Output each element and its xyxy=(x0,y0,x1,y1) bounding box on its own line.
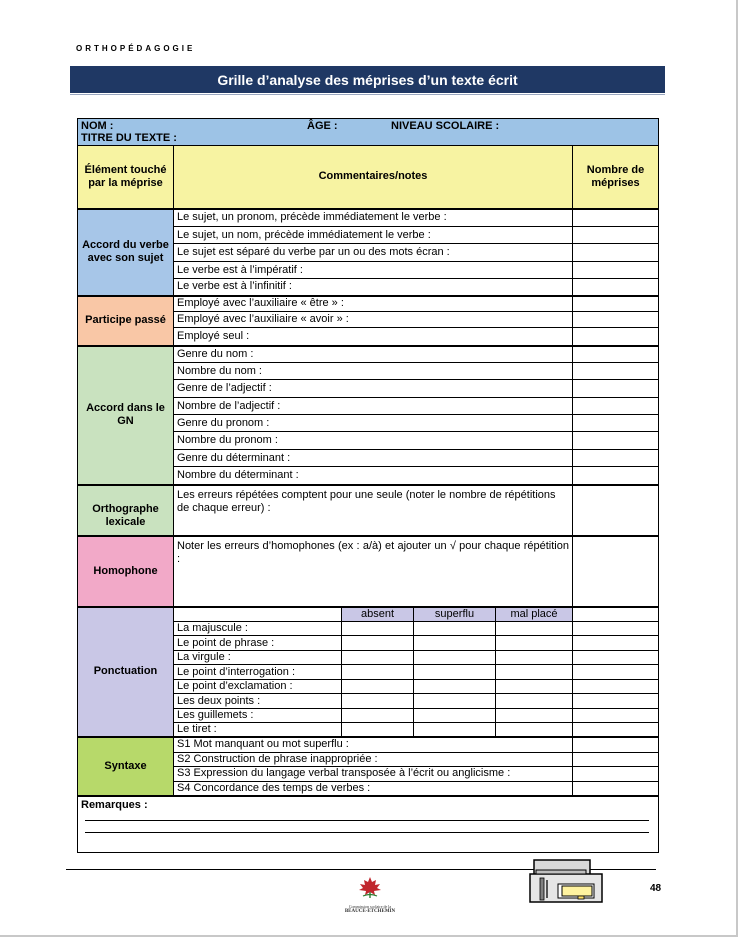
count-cell[interactable] xyxy=(573,227,659,244)
count-cell[interactable] xyxy=(573,622,659,636)
school-level-label[interactable]: NIVEAU SCOLAIRE : xyxy=(391,120,500,132)
count-cell[interactable] xyxy=(573,432,659,450)
count-cell[interactable] xyxy=(573,694,659,709)
remarks-cell[interactable] xyxy=(78,796,659,853)
criterion-cell: Le point de phrase : xyxy=(174,636,342,651)
student-info-row xyxy=(78,119,659,146)
criterion-cell: Le point d’interrogation : xyxy=(174,665,342,680)
check-cell-absent[interactable] xyxy=(342,622,414,636)
check-cell-superflu[interactable] xyxy=(414,694,496,709)
school-board-logo xyxy=(335,877,405,914)
count-cell[interactable] xyxy=(573,536,659,607)
criterion-cell[interactable]: Nombre de l’adjectif : xyxy=(174,398,573,415)
count-cell[interactable] xyxy=(573,752,659,766)
count-cell[interactable] xyxy=(573,279,659,296)
criterion-cell[interactable]: S2 Construction de phrase inappropriée : xyxy=(174,752,573,766)
student-info-cell xyxy=(78,119,659,146)
count-cell[interactable] xyxy=(573,665,659,680)
name-label[interactable]: NOM : xyxy=(81,120,114,132)
document-title xyxy=(70,66,665,93)
check-cell-absent[interactable] xyxy=(342,694,414,709)
category-orthographe: Orthographe lexicale xyxy=(78,485,174,536)
check-cell-mal-place[interactable] xyxy=(496,636,573,651)
column-header-count: Nombre de méprises xyxy=(573,146,659,209)
subheader-absent: absent xyxy=(342,607,414,622)
criterion-cell[interactable]: Genre du pronom : xyxy=(174,415,573,432)
count-cell[interactable] xyxy=(573,363,659,380)
check-cell-mal-place[interactable] xyxy=(496,694,573,709)
remarks-label: Remarques : xyxy=(81,798,148,811)
page-number: 48 xyxy=(650,883,662,894)
category-syntaxe: Syntaxe xyxy=(78,737,174,796)
criterion-cell[interactable]: S3 Expression du langage verbal transposée à l’écrit ou anglicisme : xyxy=(174,766,573,781)
column-header-comments: Commentaires/notes xyxy=(174,146,573,209)
count-cell[interactable] xyxy=(573,380,659,398)
count-cell[interactable] xyxy=(573,737,659,752)
check-cell-absent[interactable] xyxy=(342,651,414,665)
check-cell-superflu[interactable] xyxy=(414,636,496,651)
check-cell-mal-place[interactable] xyxy=(496,665,573,680)
count-cell[interactable] xyxy=(573,651,659,665)
text-title-label[interactable]: TITRE DU TEXTE : xyxy=(81,132,177,144)
criterion-cell: La virgule : xyxy=(174,651,342,665)
count-cell[interactable] xyxy=(573,467,659,485)
check-cell-mal-place[interactable] xyxy=(496,723,573,738)
table-row xyxy=(78,607,659,622)
count-cell[interactable] xyxy=(573,296,659,312)
criterion-cell[interactable]: Employé avec l’auxiliaire « être » : xyxy=(174,296,573,312)
table-row xyxy=(78,536,659,607)
criterion-cell[interactable]: Nombre du déterminant : xyxy=(174,467,573,485)
title-underline xyxy=(70,94,665,95)
write-line[interactable] xyxy=(85,820,649,821)
criterion-cell: La majuscule : xyxy=(174,622,342,636)
criterion-cell[interactable]: S1 Mot manquant ou mot superflu : xyxy=(174,737,573,752)
subheader-mal-place: mal placé xyxy=(496,607,573,622)
check-cell-superflu[interactable] xyxy=(414,680,496,694)
write-line[interactable] xyxy=(85,832,649,833)
count-cell[interactable] xyxy=(573,607,659,622)
count-cell[interactable] xyxy=(573,485,659,536)
criterion-cell[interactable]: Le sujet est séparé du verbe par un ou des mots écran : xyxy=(174,244,573,262)
check-cell-superflu[interactable] xyxy=(414,665,496,680)
count-cell[interactable] xyxy=(573,312,659,328)
count-cell[interactable] xyxy=(573,415,659,432)
check-cell-superflu[interactable] xyxy=(414,651,496,665)
criterion-cell[interactable]: Noter les erreurs d’homophones (ex : a/à) et ajouter un √ pour chaque répétition : xyxy=(174,536,573,607)
criterion-cell[interactable]: S4 Concordance des temps de verbes : xyxy=(174,781,573,796)
logo-text-line1: Commission scolaire de la xyxy=(348,904,392,909)
criterion-cell[interactable]: Le sujet, un nom, précède immédiatement le verbe : xyxy=(174,227,573,244)
criterion-cell[interactable]: Employé seul : xyxy=(174,328,573,346)
criterion-cell[interactable]: Le verbe est à l’impératif : xyxy=(174,262,573,279)
check-cell-absent[interactable] xyxy=(342,723,414,738)
count-cell[interactable] xyxy=(573,209,659,227)
check-cell-mal-place[interactable] xyxy=(496,622,573,636)
criterion-cell: Les deux points : xyxy=(174,694,342,709)
table-row xyxy=(78,737,659,752)
check-cell-absent[interactable] xyxy=(342,665,414,680)
criterion-cell[interactable]: Nombre du pronom : xyxy=(174,432,573,450)
column-header-row xyxy=(78,146,659,209)
check-cell-mal-place[interactable] xyxy=(496,651,573,665)
count-cell[interactable] xyxy=(573,781,659,796)
check-cell-mal-place[interactable] xyxy=(496,709,573,723)
count-cell[interactable] xyxy=(573,636,659,651)
document-title-text: Grille d’analyse des méprises d’un texte écrit xyxy=(217,71,518,88)
count-cell[interactable] xyxy=(573,680,659,694)
check-cell-superflu[interactable] xyxy=(414,709,496,723)
table-row xyxy=(78,209,659,227)
category-ponctuation: Ponctuation xyxy=(78,607,174,738)
count-cell[interactable] xyxy=(573,346,659,363)
count-cell[interactable] xyxy=(573,262,659,279)
criterion-cell xyxy=(174,607,342,622)
table-row xyxy=(78,296,659,312)
check-cell-superflu[interactable] xyxy=(414,723,496,738)
count-cell[interactable] xyxy=(573,328,659,346)
check-cell-absent[interactable] xyxy=(342,709,414,723)
check-cell-absent[interactable] xyxy=(342,636,414,651)
criterion-cell[interactable]: Genre du déterminant : xyxy=(174,450,573,467)
age-label[interactable]: ÂGE : xyxy=(307,120,338,132)
remarks-row xyxy=(78,796,659,853)
criterion-cell: Les guillemets : xyxy=(174,709,342,723)
criterion-cell[interactable]: Le verbe est à l’infinitif : xyxy=(174,279,573,296)
count-cell[interactable] xyxy=(573,450,659,467)
maple-leaf-icon xyxy=(357,877,383,899)
criterion-cell[interactable]: Le sujet, un pronom, précède immédiatement le verbe : xyxy=(174,209,573,227)
count-cell[interactable] xyxy=(573,723,659,738)
count-cell[interactable] xyxy=(573,244,659,262)
logo-text-line2: BEAUCE-ETCHEMIN xyxy=(344,909,396,914)
criterion-cell: Le point d’exclamation : xyxy=(174,680,342,694)
count-cell[interactable] xyxy=(573,709,659,723)
criterion-cell[interactable]: Genre de l’adjectif : xyxy=(174,380,573,398)
category-homophone: Homophone xyxy=(78,536,174,607)
analysis-grid xyxy=(77,118,659,853)
check-cell-absent[interactable] xyxy=(342,680,414,694)
subheader-superflu: superflu xyxy=(414,607,496,622)
criterion-cell[interactable]: Les erreurs répétées comptent pour une seule (noter le nombre de répétitions de chaque erreur) : xyxy=(174,485,573,536)
table-row xyxy=(78,346,659,363)
category-participe-passe: Participe passé xyxy=(78,296,174,346)
printer-icon xyxy=(528,858,608,917)
table-row xyxy=(78,485,659,536)
count-cell[interactable] xyxy=(573,766,659,781)
check-cell-mal-place[interactable] xyxy=(496,680,573,694)
criterion-cell[interactable]: Genre du nom : xyxy=(174,346,573,363)
section-label: ORTHOPÉDAGOGIE xyxy=(76,44,196,53)
check-cell-superflu[interactable] xyxy=(414,622,496,636)
category-accord-verbe: Accord du verbe avec son sujet xyxy=(78,209,174,296)
category-accord-gn: Accord dans le GN xyxy=(78,346,174,485)
criterion-cell[interactable]: Nombre du nom : xyxy=(174,363,573,380)
criterion-cell: Le tiret : xyxy=(174,723,342,738)
count-cell[interactable] xyxy=(573,398,659,415)
criterion-cell[interactable]: Employé avec l’auxiliaire « avoir » : xyxy=(174,312,573,328)
column-header-element: Élément touché par la méprise xyxy=(78,146,174,209)
